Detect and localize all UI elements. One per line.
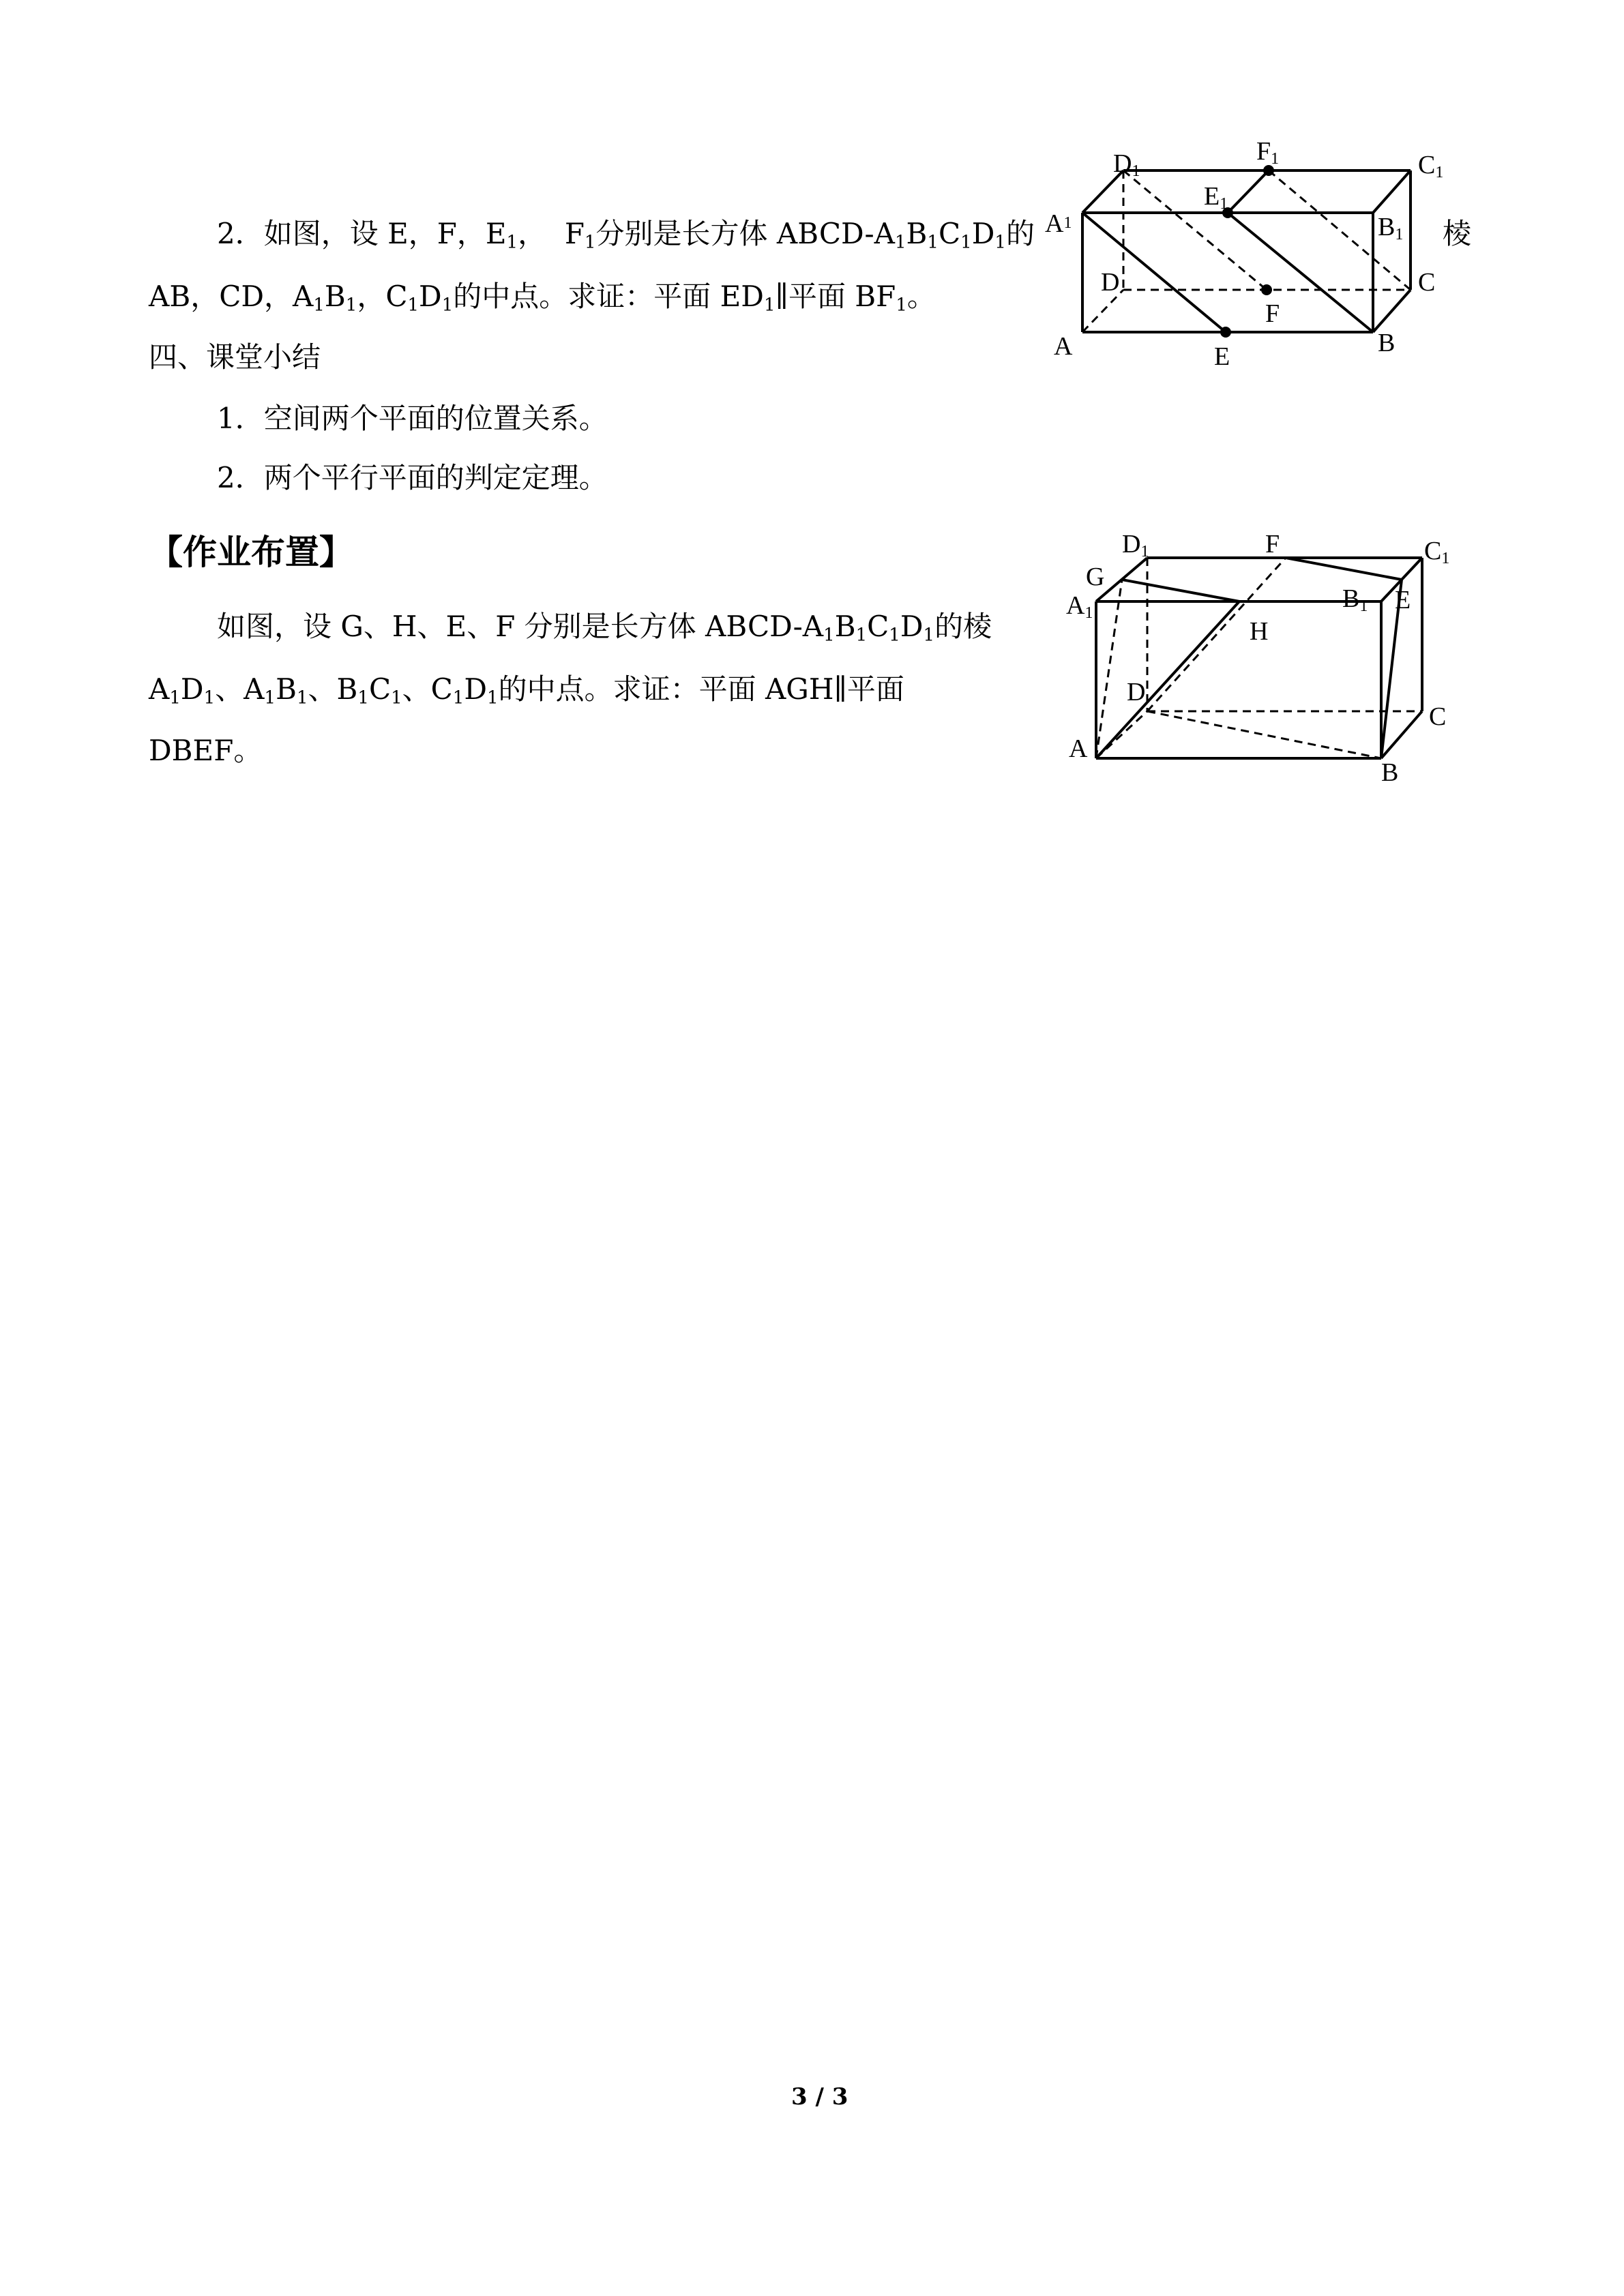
label-b: B bbox=[1378, 329, 1396, 357]
text: B bbox=[324, 280, 346, 313]
text: 的中点。求证：平面 ED bbox=[453, 280, 764, 313]
subscript: 1 bbox=[896, 295, 907, 316]
subscript: 1 bbox=[391, 687, 402, 709]
subscript: 1 bbox=[203, 687, 216, 709]
subscript: 1 bbox=[487, 687, 499, 709]
hidden-segment-d-b bbox=[1147, 711, 1381, 758]
text: 。 bbox=[906, 280, 936, 313]
text: ∥平面 BF bbox=[775, 280, 896, 313]
text: B bbox=[906, 217, 928, 250]
label-e: E bbox=[1395, 586, 1411, 614]
segment-f-e bbox=[1286, 558, 1402, 580]
subscript: 1 bbox=[357, 687, 369, 709]
text: 如图，设 G、H、E、F 分别是长方体 ABCD-A bbox=[217, 610, 824, 643]
text: ， bbox=[518, 217, 547, 250]
text: D bbox=[419, 280, 442, 313]
text: D bbox=[464, 672, 488, 706]
label-f: F bbox=[1265, 299, 1280, 328]
subscript: 1 bbox=[823, 625, 835, 646]
text: F bbox=[564, 217, 585, 250]
subscript: 1 bbox=[927, 232, 939, 253]
subscript: 1 bbox=[960, 232, 972, 253]
text: C bbox=[867, 610, 889, 643]
text: 分别是长方体 ABCD-A bbox=[595, 217, 895, 250]
page-number: 3 / 3 bbox=[791, 2083, 848, 2111]
segment-g-h bbox=[1122, 580, 1239, 601]
section-title: 四、课堂小结 bbox=[149, 340, 321, 374]
label-c: C bbox=[1429, 702, 1447, 731]
label-f: F bbox=[1265, 530, 1280, 558]
subscript: 1 bbox=[296, 687, 308, 709]
subscript: 1 bbox=[889, 625, 900, 646]
problem2-tail: 棱 bbox=[1443, 217, 1472, 250]
text: 的棱 bbox=[934, 610, 992, 643]
text: 、A bbox=[215, 672, 265, 706]
text: AB，CD，A bbox=[149, 280, 314, 313]
subscript: 1 bbox=[452, 687, 464, 709]
label-d1: D1 bbox=[1113, 149, 1140, 180]
subscript: 1 bbox=[763, 295, 776, 316]
subscript: 1 bbox=[313, 295, 325, 316]
text: 的中点。求证：平面 AGH∥平面 bbox=[498, 672, 904, 706]
problem-number: 2． bbox=[217, 217, 264, 250]
hidden-segment-a-g bbox=[1096, 580, 1122, 758]
text: D bbox=[900, 610, 924, 643]
label-e: E bbox=[1214, 342, 1230, 371]
label-e1: E1 bbox=[1204, 182, 1228, 213]
text: C bbox=[938, 217, 961, 250]
subscript: 1 bbox=[894, 232, 906, 253]
text: ，C bbox=[357, 280, 408, 313]
subscript: 1 bbox=[264, 687, 276, 709]
text: B bbox=[834, 610, 856, 643]
subscript: 1 bbox=[584, 232, 596, 253]
label-b1: B1 bbox=[1342, 584, 1368, 615]
segment-a-h bbox=[1096, 601, 1239, 758]
subscript: 1 bbox=[345, 295, 357, 316]
subscript: 1 bbox=[169, 687, 181, 709]
label-g: G bbox=[1086, 563, 1105, 591]
text: A bbox=[149, 672, 170, 706]
text: B bbox=[276, 672, 297, 706]
label-d: D bbox=[1101, 268, 1120, 297]
text: 的 bbox=[1005, 217, 1035, 250]
text: C bbox=[368, 672, 392, 706]
subscript: 1 bbox=[441, 295, 454, 316]
label-a1: A1 bbox=[1045, 209, 1072, 238]
label-c1: C1 bbox=[1418, 151, 1444, 181]
label-d1: D1 bbox=[1122, 530, 1149, 561]
label-a1: A1 bbox=[1066, 591, 1093, 622]
label-b: B bbox=[1381, 758, 1399, 787]
subscript: 1 bbox=[506, 232, 518, 253]
label-c: C bbox=[1418, 268, 1436, 297]
summary-item-2: 2．两个平行平面的判定定理。 bbox=[217, 461, 608, 494]
text: 如图，设 E，F，E bbox=[263, 217, 507, 250]
label-a: A bbox=[1054, 332, 1073, 361]
homework-heading: 【作业布置】 bbox=[149, 533, 353, 572]
text: 、C bbox=[402, 672, 453, 706]
text: D bbox=[180, 672, 204, 706]
subscript: 1 bbox=[407, 295, 419, 316]
text: 、B bbox=[308, 672, 358, 706]
label-d: D bbox=[1127, 678, 1146, 706]
label-a: A bbox=[1069, 734, 1088, 763]
subscript: 1 bbox=[855, 625, 868, 646]
label-h: H bbox=[1250, 617, 1269, 646]
text: D bbox=[971, 217, 995, 250]
label-c1: C1 bbox=[1424, 537, 1450, 567]
label-b1: B1 bbox=[1378, 213, 1404, 243]
edge bbox=[1381, 711, 1422, 758]
summary-item-1: 1．空间两个平面的位置关系。 bbox=[217, 402, 608, 435]
subscript: 1 bbox=[923, 625, 935, 646]
homework-line3: DBEF。 bbox=[149, 734, 263, 767]
label-f1: F1 bbox=[1256, 137, 1280, 168]
subscript: 1 bbox=[994, 232, 1006, 253]
